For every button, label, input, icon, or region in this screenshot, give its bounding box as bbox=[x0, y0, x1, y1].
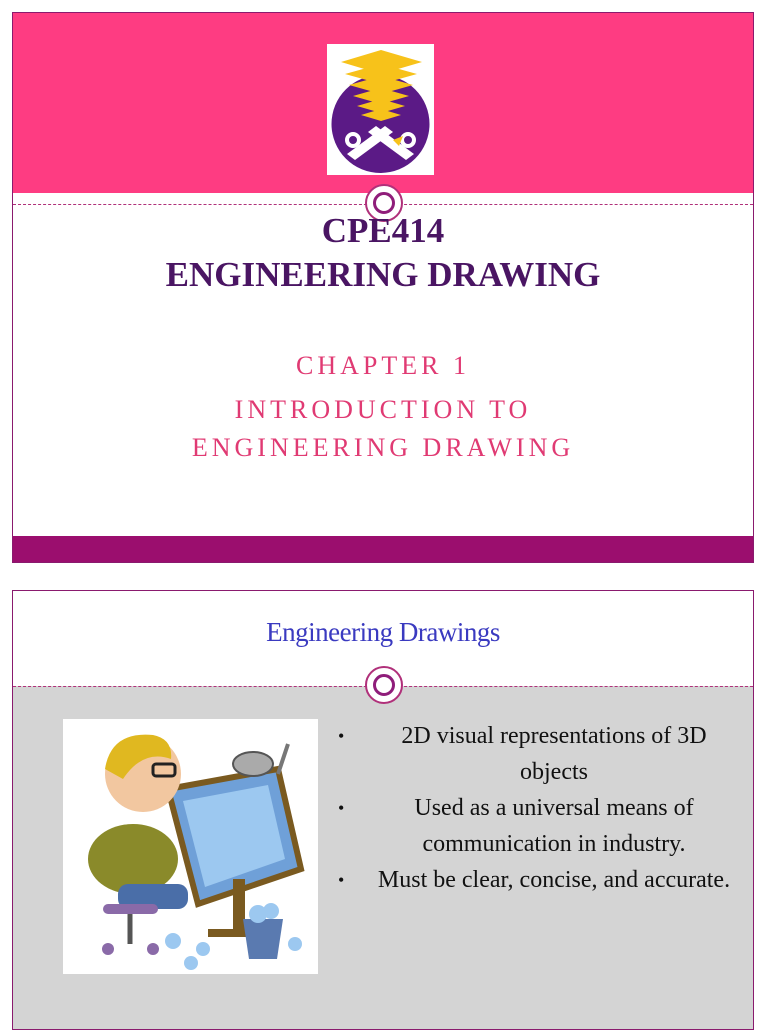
bullet-item: • Must be clear, concise, and accurate. bbox=[338, 862, 738, 898]
course-title bbox=[13, 209, 753, 297]
bullet-item: • Used as a universal means of communication in industry. bbox=[338, 790, 738, 862]
ring-ornament bbox=[365, 666, 403, 704]
bullet-dot: • bbox=[338, 798, 345, 818]
bullet-item: • 2D visual representations of 3D objects bbox=[338, 718, 738, 790]
bullet-dot: • bbox=[338, 870, 345, 890]
chapter-number: CHAPTER 1 bbox=[296, 351, 470, 380]
university-logo bbox=[327, 44, 434, 175]
chapter-subtitle bbox=[13, 347, 753, 467]
bullet-dot: • bbox=[338, 726, 345, 746]
draftsman-illustration bbox=[63, 719, 318, 974]
bullet-list bbox=[338, 718, 738, 898]
footer-bar bbox=[13, 536, 753, 562]
title-slide bbox=[12, 12, 754, 563]
course-code: CPE414 bbox=[321, 211, 445, 250]
chapter-title-line1: INTRODUCTION TO bbox=[234, 395, 532, 424]
course-name: ENGINEERING DRAWING bbox=[165, 255, 601, 294]
slide-heading: Engineering Drawings bbox=[266, 617, 500, 647]
chapter-title-line2: ENGINEERING DRAWING bbox=[191, 433, 575, 462]
content-slide bbox=[12, 590, 754, 1030]
